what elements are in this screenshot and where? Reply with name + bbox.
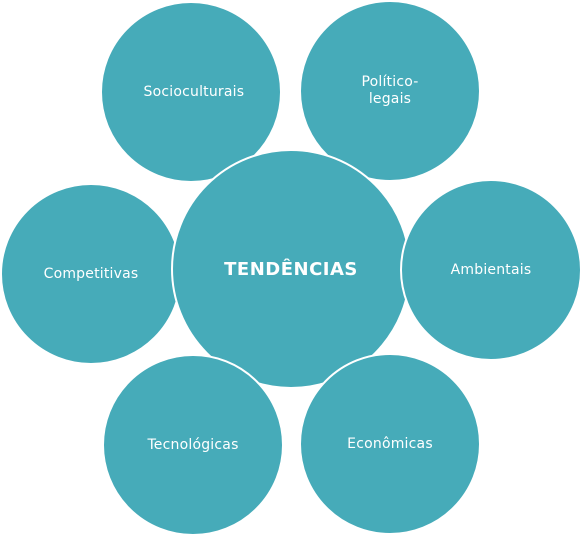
category-competitivas xyxy=(0,183,182,365)
category-economicas xyxy=(299,353,481,535)
category-label: Político- legais xyxy=(361,74,419,107)
category-label: Tecnológicas xyxy=(147,436,239,453)
center-tendencias xyxy=(171,149,411,389)
center-label: TENDÊNCIAS xyxy=(224,258,358,280)
category-label: Econômicas xyxy=(347,435,433,452)
category-tecnologicas xyxy=(102,354,284,536)
category-label: Competitivas xyxy=(43,265,139,282)
category-ambientais xyxy=(400,179,581,361)
category-label: Ambientais xyxy=(450,261,532,278)
category-label: Socioculturais xyxy=(143,83,245,100)
